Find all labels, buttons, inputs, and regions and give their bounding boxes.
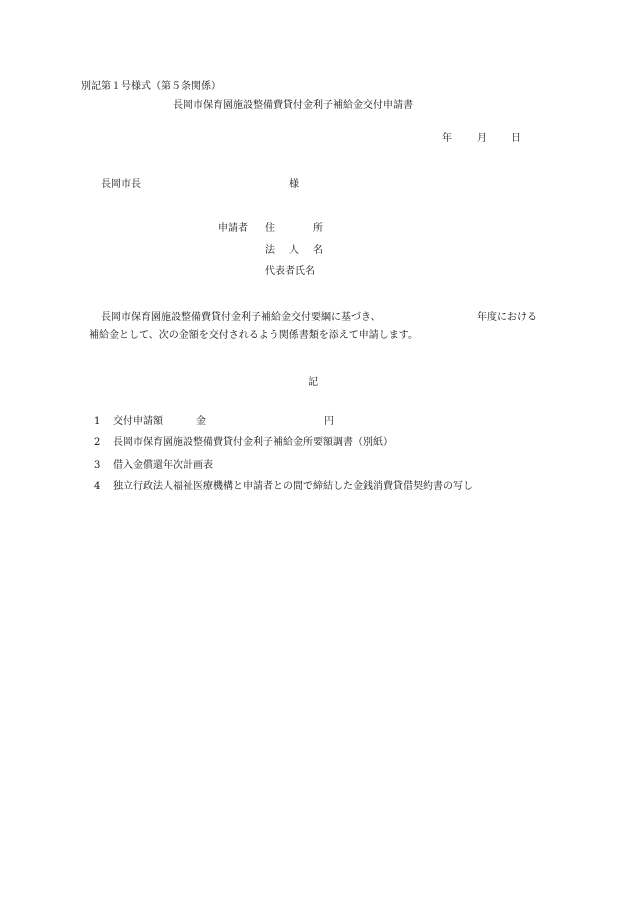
- ki-heading: 記: [308, 377, 318, 388]
- date-month-label: 月: [477, 133, 487, 144]
- date-day-label: 日: [511, 133, 521, 144]
- corp-name-label-char-2: 人: [289, 245, 299, 256]
- representative-name-label: 代表者氏名: [265, 266, 315, 277]
- item-2-text: 長岡市保育園施設整備費貸付金利子補給金所要額調書（別紙）: [113, 437, 393, 448]
- date-year-label: 年: [442, 133, 452, 144]
- document-title: 長岡市保育園施設整備費貸付金利子補給金交付申請書: [173, 100, 413, 111]
- item-1-label: 交付申請額: [113, 416, 163, 427]
- body-text-line-2: 補給金として、次の金額を交付されるよう関係書類を添えて申請します。: [89, 330, 418, 341]
- item-2-number: 2: [94, 437, 101, 448]
- corp-name-label-char-3: 名: [313, 245, 323, 256]
- item-3-number: 3: [94, 460, 101, 471]
- item-3-text: 借入金償還年次計画表: [113, 460, 213, 471]
- body-text-line-1a: 長岡市保育園施設整備費貸付金利子補給金交付要綱に基づき、: [101, 312, 381, 323]
- item-1-kin: 金: [196, 416, 206, 427]
- addressee-name: 長岡市長: [101, 179, 141, 190]
- item-4-text: 独立行政法人福祉医療機構と申請者との間で締結した金銭消費貸借契約書の写し: [113, 481, 473, 492]
- address-label-char-1: 住: [265, 223, 275, 234]
- body-text-line-1b: 年度における: [477, 312, 537, 323]
- item-1-yen: 円: [324, 416, 334, 427]
- addressee-honorific: 様: [289, 179, 299, 190]
- item-4-number: 4: [94, 481, 101, 492]
- address-label-char-2: 所: [313, 223, 323, 234]
- item-1-number: 1: [94, 416, 101, 427]
- applicant-label: 申請者: [218, 223, 248, 234]
- form-number-label: 別記第１号様式（第５条関係）: [81, 81, 221, 92]
- corp-name-label-char-1: 法: [265, 245, 275, 256]
